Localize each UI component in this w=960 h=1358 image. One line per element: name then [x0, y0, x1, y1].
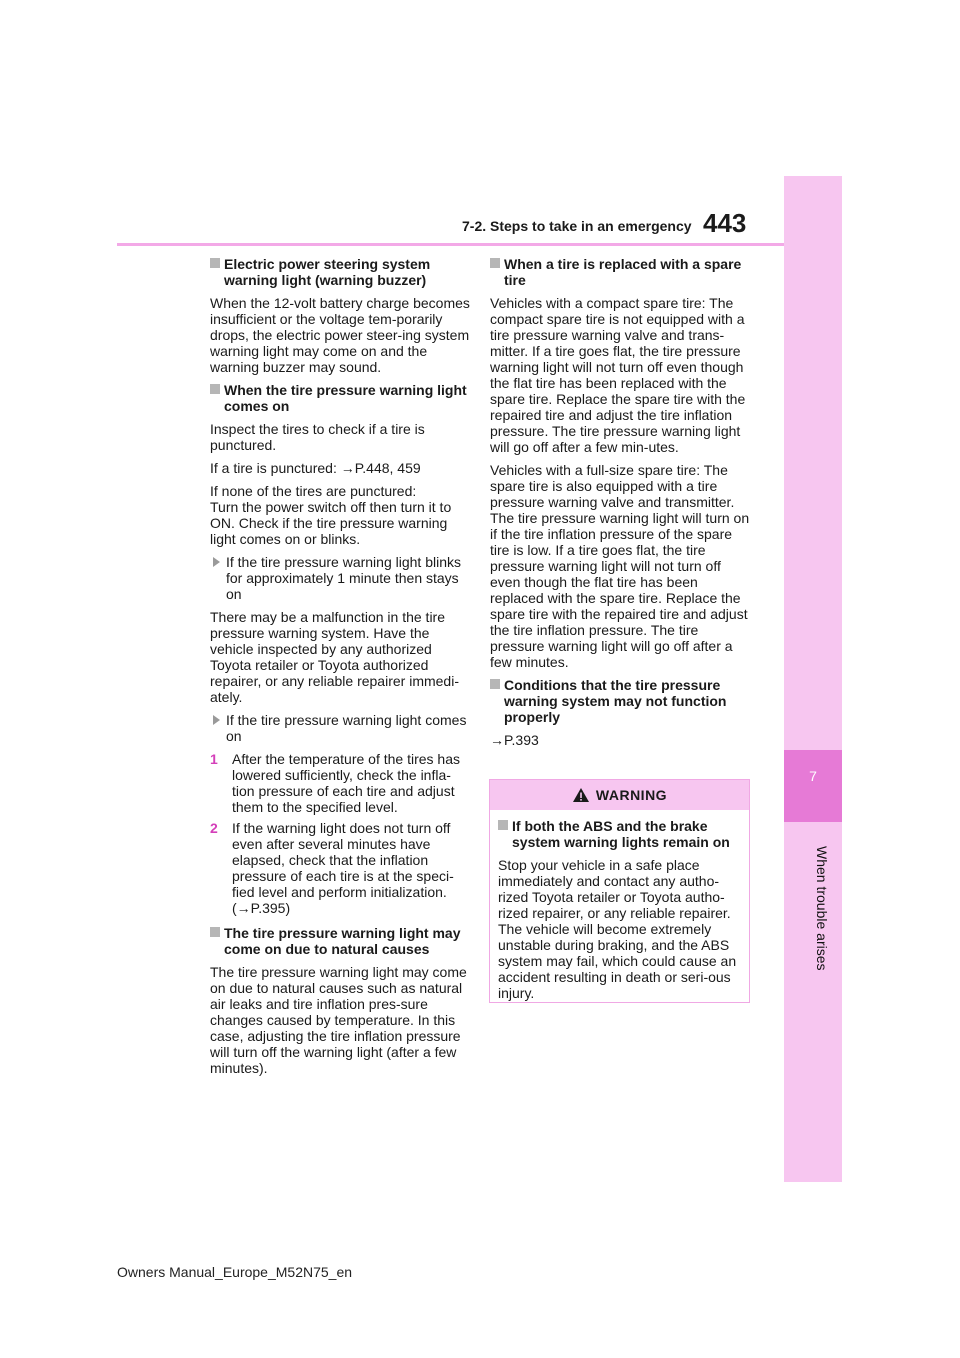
header-rule — [117, 243, 784, 246]
numbered-step: 1 After the temperature of the tires has lowered sufficiently, check the infla-tion pressure of each tire and adjust them to the specified level. — [210, 751, 461, 815]
section-heading: Conditions that the tire pressure warning system may not function properly — [490, 677, 752, 725]
paragraph: Vehicles with a full-size spare tire: The spare tire is also equipped with a tire pressure warning valve and transmitter. The tire pressure warning light will turn on if the tire inflation pressure of the spare tire is low. If a tire goes flat, the tire pressure warning light will not turn off even though the flat tire has been replaced with the spare tire. Replace the spare tire with the repaired tire and adjust the tire inflation pressure. The tire pressure warning light will go off after a few minutes. — [490, 462, 750, 670]
warning-body — [490, 810, 749, 1001]
numbered-step: 2 If the warning light does not turn off even after several minutes have elapsed, check that the inflation pressure of each tire is at the speci-fied level and perform initialization. (→P.395) — [210, 820, 454, 916]
warning-box — [489, 779, 750, 1003]
square-bullet-icon — [210, 258, 220, 268]
warning-triangle-icon — [572, 787, 590, 803]
arrow-list-item: If the tire pressure warning light comes on — [210, 712, 472, 744]
left-column — [210, 256, 472, 1083]
page-reference: If a tire is punctured: →P.448, 459 — [210, 460, 421, 476]
paragraph: There may be a malfunction in the tire pressure warning system. Have the vehicle inspected by any authorized Toyota retailer or Toyota authorized repairer, or any reliable repairer immedi-ately. — [210, 609, 459, 705]
section-heading: When the tire pressure warning light comes on — [210, 382, 472, 414]
square-bullet-icon — [498, 820, 508, 830]
square-bullet-icon — [490, 679, 500, 689]
footer-text: Owners Manual_Europe_M52N75_en — [117, 1264, 353, 1280]
paragraph: Turn the power switch off then turn it to ON. Check if the tire pressure warning light comes on or blinks. — [210, 499, 452, 547]
paragraph: Inspect the tires to check if a tire is punctured. — [210, 421, 425, 453]
arrow-list-item: If the tire pressure warning light blinks for approximately 1 minute then stays on — [210, 554, 472, 602]
paragraph: Vehicles with a compact spare tire: The compact spare tire is not equipped with a tire pressure warning valve and trans-mitter. If a tire goes flat, the tire pressure warning light will not turn off even though the flat tire has been replaced with the spare tire. Replace the spare tire with the repaired tire and adjust the tire inflation pressure. The tire pressure warning light will go off after a few min-utes. — [490, 295, 746, 455]
section-header: 7-2. Steps to take in an emergency — [462, 218, 692, 234]
square-bullet-icon — [210, 927, 220, 937]
warning-text: Stop your vehicle in a safe place immediately and contact any autho-rized Toyota retailer or Toyota autho-rized repairer, or any reliable repairer. The vehicle will become extremely unstable during braking, and the ABS system may fail, which could cause an accident resulting in death or seri-ous injury. — [498, 857, 737, 1001]
paragraph: If none of the tires are punctured: — [210, 483, 417, 499]
step-number: 2 — [210, 820, 218, 836]
paragraph: When the 12-volt battery charge becomes insufficient or the voltage tem-porarily drops, the electric power steer-ing system warning light may come on and the warning buzzer may sound. — [210, 295, 470, 375]
arrow-bullet-icon — [213, 715, 220, 725]
warning-title: If both the ABS and the brake system warning lights remain on — [498, 818, 741, 850]
arrow-bullet-icon — [213, 557, 220, 567]
right-column — [490, 256, 752, 755]
section-heading: When a tire is replaced with a spare tire — [490, 256, 752, 288]
paragraph: The tire pressure warning light may come on due to natural causes such as natural air leaks and tire inflation pres-sure changes caused by temperature. In this case, adjusting the tire inflation pressure will turn off the warning light (after a few minutes). — [210, 964, 467, 1076]
chapter-title: When trouble arises — [814, 846, 830, 971]
section-heading: Electric power steering system warning light (warning buzzer) — [210, 256, 472, 288]
step-number: 1 — [210, 751, 218, 767]
section-heading: The tire pressure warning light may come on due to natural causes — [210, 925, 472, 957]
square-bullet-icon — [210, 384, 220, 394]
page-reference: →P.393 — [490, 732, 539, 748]
square-bullet-icon — [490, 258, 500, 268]
chapter-side-tab — [784, 176, 842, 1182]
chapter-number: 7 — [784, 750, 842, 822]
page-number: 443 — [703, 208, 747, 238]
warning-header: WARNING — [490, 780, 749, 810]
